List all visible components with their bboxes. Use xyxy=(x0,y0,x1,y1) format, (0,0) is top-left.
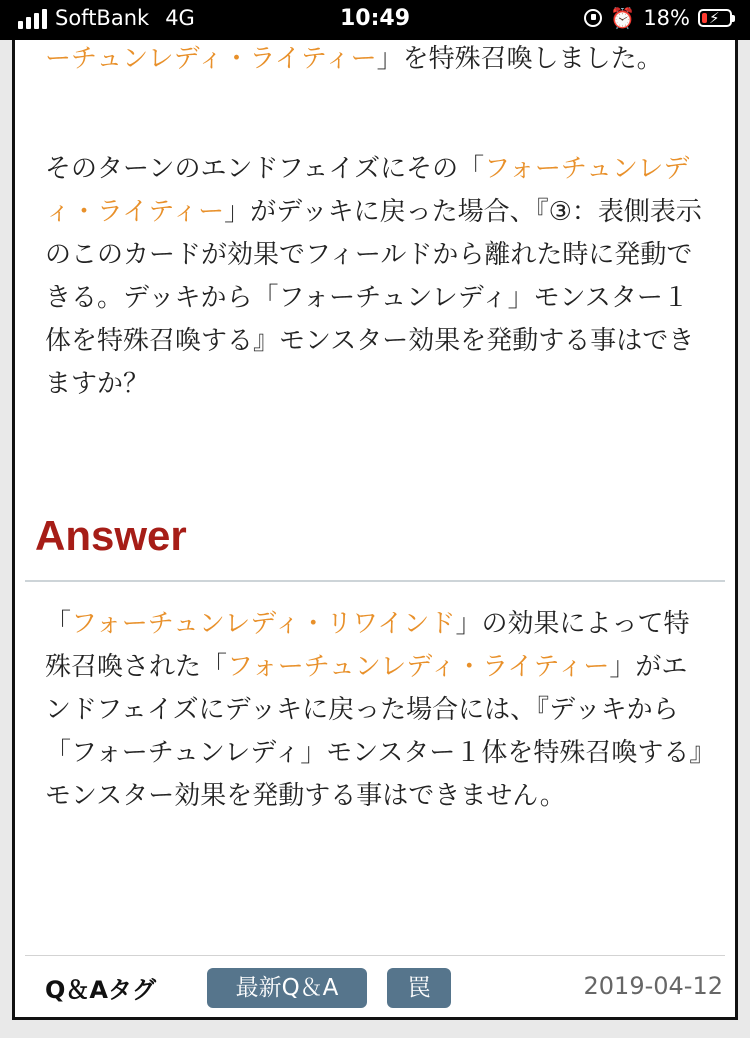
network-type: 4G xyxy=(165,6,195,30)
orientation-lock-icon xyxy=(584,9,602,27)
question-text-top xyxy=(45,38,705,81)
answer-text xyxy=(45,603,705,818)
alarm-icon: ⏰ xyxy=(610,6,636,30)
status-bar xyxy=(0,0,750,40)
status-time: 10:49 xyxy=(339,6,411,31)
qa-tag-label: Q＆Aタグ xyxy=(45,976,156,1004)
qa-card xyxy=(12,40,738,1020)
tag-latest-qa[interactable]: 最新Q＆A xyxy=(207,968,367,1008)
tag-trap[interactable]: 罠 xyxy=(387,968,451,1008)
card-name-link[interactable]: ーチュンレディ・ライティー xyxy=(45,44,377,74)
question-segment: そのターンのエンドフェイズにその「 xyxy=(45,154,485,184)
answer-segment: 」がエンドフェイズにデッキに戻った場合には、『デッキから「フォーチュンレディ」モンスター１体を特殊召喚する』モンスター効果を発動する事はできません。 xyxy=(45,652,703,811)
answer-segment: 」の効果によって特殊召喚された「 xyxy=(45,609,690,682)
battery-percent: 18% xyxy=(643,6,690,30)
post-date: 2019-04-12 xyxy=(583,972,723,1000)
battery-icon xyxy=(698,9,732,27)
question-top-segment: 」を特殊召喚しました。 xyxy=(376,44,663,74)
charging-bolt-icon: ⚡ xyxy=(709,9,720,27)
footer-divider xyxy=(25,955,725,956)
answer-heading: Answer xyxy=(35,512,187,559)
question-segment: 」がデッキに戻った場合、『③：表側表示のこのカードが効果でフィールドから離れた時に発動できる。デッキから「フォーチュンレディ」モンスター１体を特殊召喚する』モンスター効果を発動する事はできますか？ xyxy=(45,197,702,399)
card-name-link[interactable]: フォーチュンレディ・ライティー xyxy=(227,652,610,682)
answer-segment: 「 xyxy=(45,609,72,639)
battery-level xyxy=(702,13,707,23)
card-name-link[interactable]: フォーチュンレディ・ライティー xyxy=(45,154,690,227)
carrier-name: SoftBank xyxy=(55,6,150,30)
answer-divider xyxy=(25,580,725,582)
status-right xyxy=(584,6,732,30)
card-name-link[interactable]: フォーチュンレディ・リワインド xyxy=(71,609,456,639)
question-text xyxy=(45,148,705,406)
bottom-strip xyxy=(0,1020,750,1038)
